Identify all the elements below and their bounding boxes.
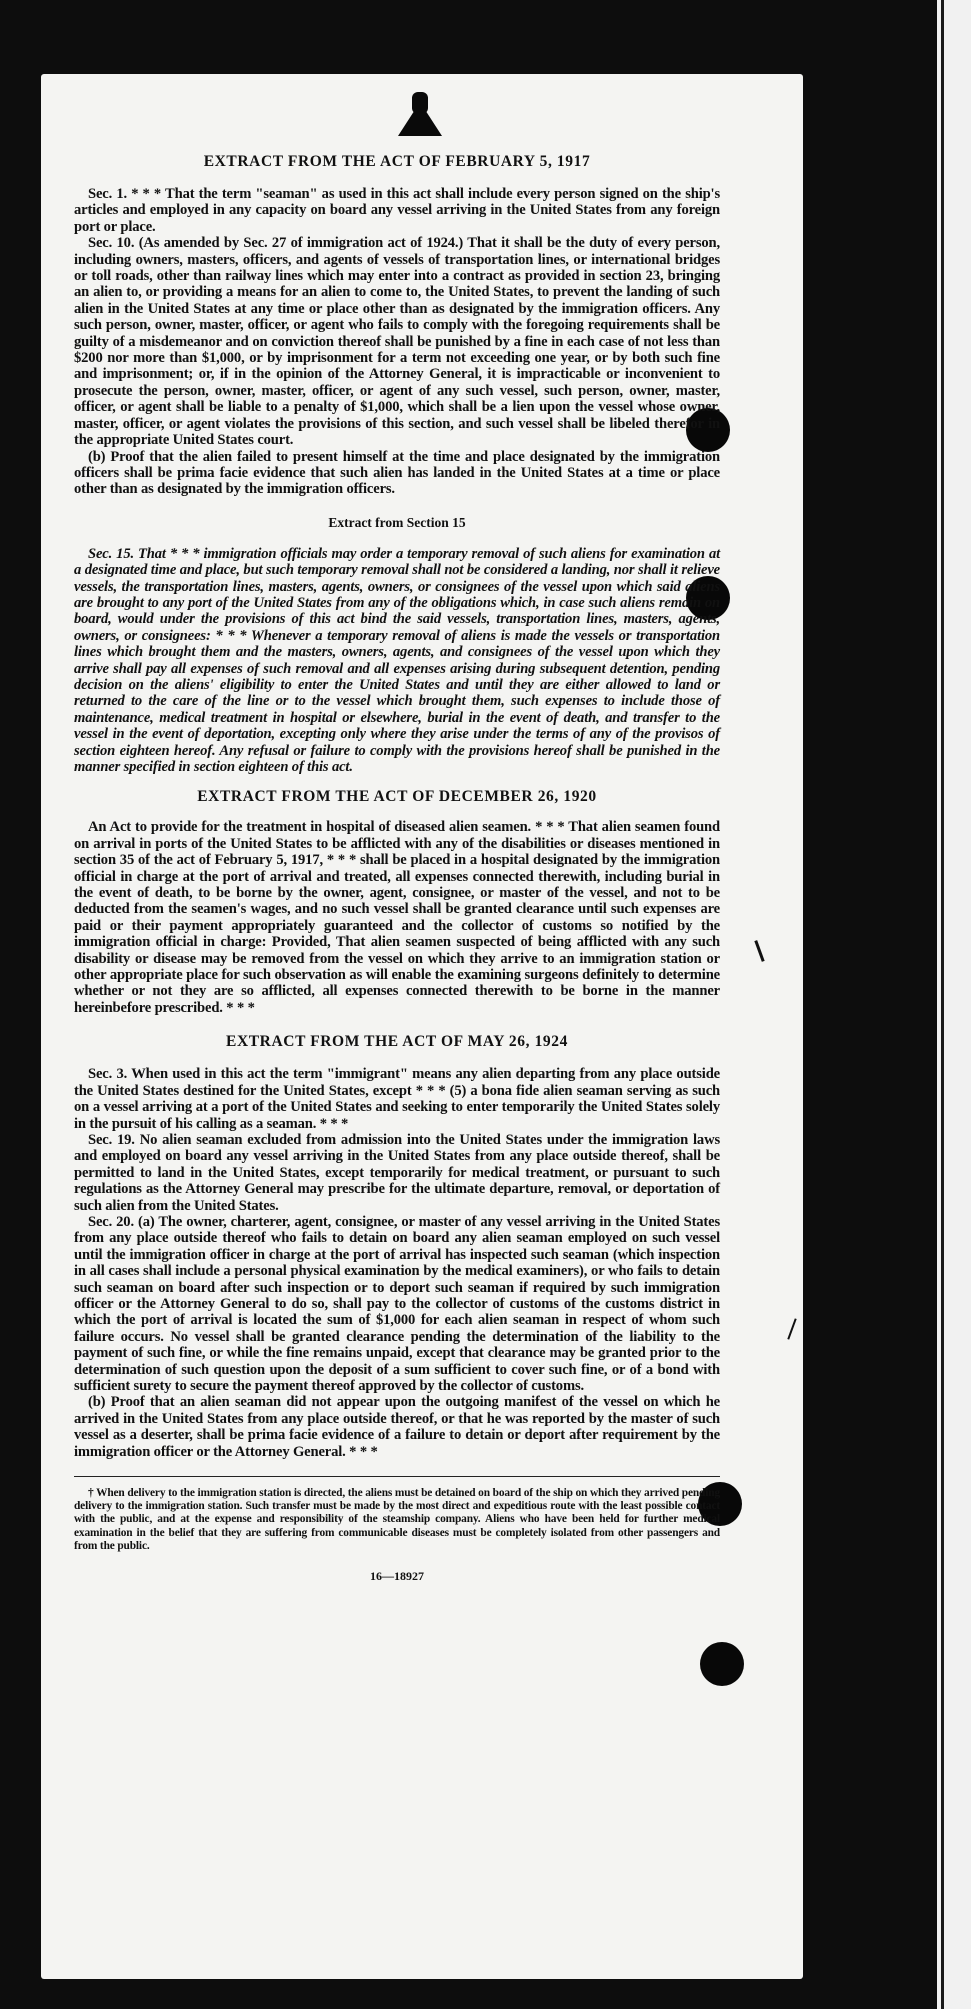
scan-edge-strip (937, 0, 971, 2009)
footnote-rule (74, 1476, 720, 1477)
section-3-paragraph: Sec. 3. When used in this act the term "immigrant" means any alien departing from any place outside the United States destined for the United States, except * * * (5) a bona fide alien seaman serving as such on a vessel arriving at a port of the United States and seeking to enter temporarily the United States solely in the pursuit of his calling as a seaman. * * * (74, 1066, 720, 1132)
heading-act-1920: EXTRACT FROM THE ACT OF DECEMBER 26, 1920 (197, 788, 597, 806)
subheading-section-15: Extract from Section 15 (328, 514, 466, 530)
punch-hole (700, 1642, 744, 1686)
page-number: 16—18927 (370, 1569, 424, 1584)
section-10b-paragraph: (b) Proof that the alien failed to present himself at the time and place designated by the immigration officers shall be prima facie evidence that such alien has landed in the United States at a time or place other than as designated by the immigration officers. (74, 448, 720, 498)
heading-act-1917: EXTRACT FROM THE ACT OF FEBRUARY 5, 1917 (203, 153, 591, 170)
section-20-paragraph: Sec. 20. (a) The owner, charterer, agent, consignee, or master of any vessel arriving in the United States from any place outside thereof who fails to detain on board any alien seaman employed on such vessel until the immigration officer in charge at the port of arrival has inspected such seaman (which inspection in all cases shall include a personal physical examination by the medical examiners), or who fails to detain such seaman on board after such inspection or to deport such seaman if required by such immigration officer or the Attorney General to do so, shall pay to the collector of customs of the customs district in which the port of arrival is located the sum of $1,000 for each alien seaman in respect of whom such failure occurs. No vessel shall be granted clearance pending the determination of the liability to the payment of such fine, or while the fine remains unpaid, except that clearance may be granted prior to the determination of such question upon the deposit of a sum sufficient to cover such fine, or of a bond with sufficient surety to secure the payment thereof approved by the collector of customs. (74, 1213, 720, 1394)
document-content (74, 142, 720, 1584)
edge-line (941, 0, 944, 2009)
page-tear-mark-base (398, 102, 442, 136)
section-1-paragraph: Sec. 1. * * * That the term "seaman" as used in this act shall include every person signed on the ship's articles and employed in any capacity on board any vessel arriving in the United States from any foreign port or place. (74, 186, 720, 235)
act-1920-paragraph: An Act to provide for the treatment in hospital of diseased alien seamen. * * * That alien seamen found on arrival in ports of the United States to be afflicted with any of the disabilities or diseases mentioned in section 35 of the act of February 5, 1917, * * * shall be placed in a hospital designated by the immigration official in charge at the port of arrival and treated, all expenses connected therewith, including burial in the event of death, to be borne by the owner, agent, consignee, or master of the vessel, and not to be deducted from the seamen's wages, and no such vessel shall be granted clearance until such expenses are paid or their payment appropriately guaranteed and the collector of customs so notified by the immigration official in charge: Provided, That alien seamen suspected of being afflicted with any such disability or disease may be removed from the vessel on which they arrive to an immigration station or other appropriate place for such observation as will enable the examining surgeons definitely to determine whether or not they are so afflicted, all expenses connected therewith to be borne in the manner hereinbefore prescribed. * * * (74, 819, 720, 1016)
section-15-paragraph: Sec. 15. That * * * immigration officials may order a temporary removal of such aliens for examination at a designated time and place, but such temporary removal shall not be considered a landing, nor shall it relieve vessels, the transportation lines, masters, agents, owners, or consignees of the vessel upon which said aliens are brought to any port of the United States from any of the obligations which, in case such aliens remain on board, would under the provisions of this act bind the said vessels, transportation lines, masters, agents, owners, or consignees: * * * Whenever a temporary removal of aliens is made the vessels or transportation lines which brought them and the masters, owners, agents, and consignees of the vessel upon which they arrive shall pay all expenses of such removal and all expenses arising during subsequent detention, pending decision on the aliens' eligibility to enter the United States and until they are either allowed to land or returned to the care of the line or to the vessel which brought them, such expenses to include those of maintenance, medical treatment in hospital or elsewhere, burial in the event of death, and transfer to the vessel in the event of deportation, excepting only where they arise under the terms of any of the provisos of section eighteen hereof. Any refusal or failure to comply with the provisions hereof shall be punished in the manner specified in section eighteen of this act. (74, 545, 720, 775)
section-19-paragraph: Sec. 19. No alien seaman excluded from admission into the United States under the immigration laws and employed on board any vessel arriving in the United States from any place outside thereof, shall be permitted to land in the United States, except temporarily for medical treatment, or pursuant to such regulations as the Attorney General may prescribe for the ultimate departure, removal, or deportation of such alien from the United States. (74, 1131, 720, 1214)
section-10-paragraph: Sec. 10. (As amended by Sec. 27 of immigration act of 1924.) That it shall be the duty of every person, including owners, masters, officers, and agents of vessels of transportation lines, or international bridges or toll roads, other than railway lines which may enter into a contract as provided in section 23, bringing an alien to, or providing a means for an alien to come to, the United States, to prevent the landing of such alien in the United States at any time or place other than as designated by the immigration officers. Any such person, owner, master, officer, or agent who fails to comply with the foregoing requirements shall be guilty of a misdemeanor and on conviction thereof shall be punished by a fine in each case of not less than $200 nor more than $1,000, or by imprisonment for a term not exceeding one year, or by both such fine and imprisonment; or, if in the opinion of the Attorney General, it is impracticable or inconvenient to prosecute the person, owner, master, officer, or agent of any such vessel, such person, owner, master, officer, or agent shall be liable to a penalty of $1,000, which shall be a lien upon the vessel whose owner, master, officer, or agent violates the provisions of this section, and such vessel shall be libeled therefor in the appropriate United States court. (74, 235, 720, 449)
footnote-text: † When delivery to the immigration station is directed, the aliens must be detained on board of the ship on which they arrived pending delivery to the immigration station. Such transfer must be made by the most direct and expeditious route with the least possible contact with the public, and at the expense and responsibility of the steamship company. Aliens who have been held for further medical examination in the belief that they are suffering from communicable diseases must be completely isolated from other passengers and from the public. (74, 1487, 720, 1552)
section-20b-paragraph: (b) Proof that an alien seaman did not appear upon the outgoing manifest of the vessel on which he arrived in the United States from any place outside thereof, or that he was reported by the master of such vessel as a deserter, shall be prima facie evidence of a failure to detain or deport after requirement by the immigration officer or the Attorney General. * * * (74, 1394, 720, 1460)
footnote (74, 1487, 720, 1553)
heading-act-1924: EXTRACT FROM THE ACT OF MAY 26, 1924 (226, 1033, 568, 1051)
